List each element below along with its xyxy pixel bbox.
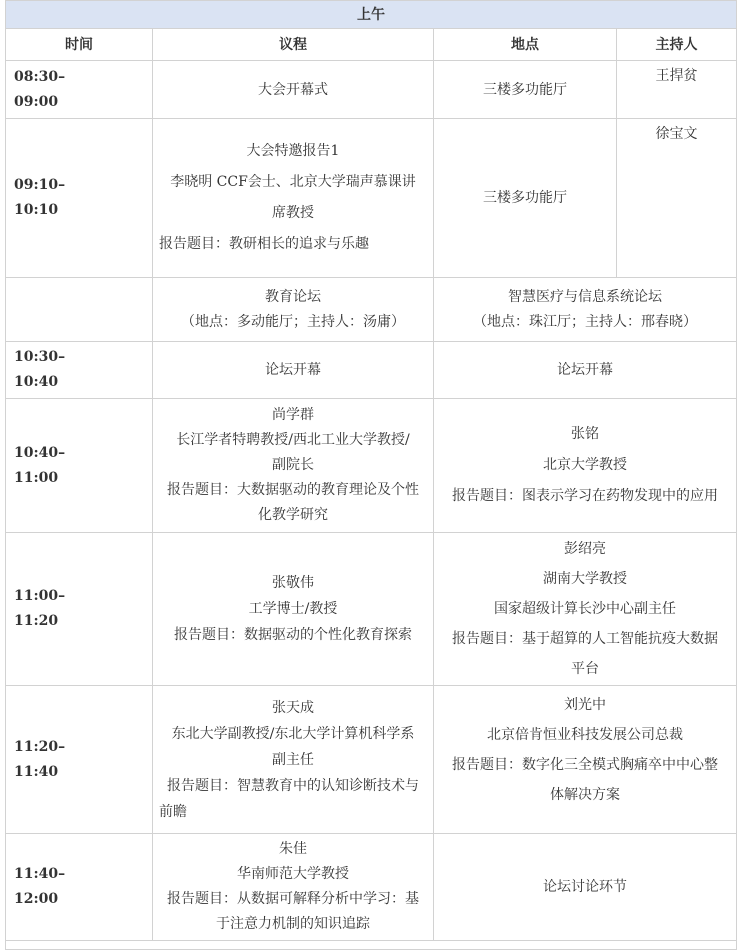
- session-right-cell: [434, 342, 737, 399]
- time-cell: [6, 399, 153, 533]
- session-line: 报告题目：数据驱动的个性化教育探索: [174, 627, 412, 643]
- session-right-cell: [434, 686, 737, 834]
- session-right-cell: [434, 399, 737, 533]
- col-header-venue: 地点: [434, 29, 617, 61]
- session-line: 北京大学教授: [543, 457, 627, 473]
- agenda-cell: [153, 119, 434, 278]
- session-line: 体解决方案: [550, 787, 620, 803]
- time-end: 11:40: [14, 763, 59, 780]
- agenda-line: 席教授: [272, 205, 314, 221]
- session-line: 报告题目：从数据可解释分析中学习：基: [167, 891, 419, 907]
- schedule-table: [5, 0, 737, 950]
- session-line: 论坛讨论环节: [543, 879, 627, 895]
- session-line: 论坛开幕: [557, 362, 613, 378]
- session-line: 张天成: [272, 699, 314, 716]
- session-line: 刘光中: [564, 697, 606, 713]
- session-right-cell: [434, 834, 737, 941]
- session-left-cell: [153, 399, 434, 533]
- time-end: 10:10: [14, 202, 59, 218]
- session-line: 国家超级计算长沙中心副主任: [494, 601, 676, 617]
- session-right-cell: [434, 533, 737, 686]
- time-end: 12:00: [14, 891, 59, 907]
- time-start: 10:30–: [14, 349, 66, 365]
- session-line: 张铭: [571, 426, 599, 442]
- session-line: 报告题目：图表示学习在药物发现中的应用: [452, 488, 718, 504]
- session-line: 副院长: [272, 457, 314, 473]
- session-line: 朱佳: [279, 841, 307, 857]
- session-line: 报告题目：大数据驱动的教育理论及个性: [167, 482, 419, 498]
- session-line: 报告题目：数字化三全模式胸痛卒中中心整: [452, 757, 718, 773]
- table-row: [6, 533, 737, 686]
- time-start: 09:10–: [14, 177, 66, 193]
- session-line: 平台: [571, 661, 599, 677]
- session-line: 长江学者特聘教授/西北工业大学教授/: [176, 432, 410, 448]
- forum-right-info: （地点：珠江厅；主持人：邢春晓）: [473, 313, 697, 330]
- session-line: 报告题目：智慧教育中的认知诊断技术与: [167, 777, 419, 794]
- forum-header-row: [6, 278, 737, 342]
- session-line: 副主任: [272, 751, 314, 768]
- col-header-agenda: 议程: [153, 29, 434, 61]
- agenda-line: 报告题目：教研相长的追求与乐趣: [159, 236, 369, 252]
- time-end: 11:20: [14, 613, 59, 629]
- time-cell: [6, 342, 153, 399]
- session-line: 彭绍亮: [564, 541, 606, 557]
- forum-time-cell: [6, 278, 153, 342]
- time-cell: [6, 119, 153, 278]
- session-line: 张敬伟: [272, 575, 314, 591]
- session-line: 论坛开幕: [265, 362, 321, 378]
- agenda-line: 李晓明 CCF会士、北京大学瑞声慕课讲: [170, 174, 416, 190]
- session-line: 报告题目：基于超算的人工智能抗疫大数据: [452, 631, 718, 647]
- time-start: 10:40–: [14, 444, 66, 461]
- time-end: 09:00: [14, 93, 59, 110]
- agenda-line: 大会开幕式: [258, 81, 328, 98]
- table-footer: [6, 941, 737, 950]
- session-line: 湖南大学教授: [543, 571, 627, 587]
- table-footer-row: [6, 941, 737, 950]
- session-line: 华南师范大学教授: [237, 866, 349, 882]
- session-line: 于注意力机制的知识追踪: [216, 916, 370, 932]
- time-cell: [6, 834, 153, 941]
- session-line: 前瞻: [159, 803, 187, 820]
- session-left-cell: [153, 686, 434, 834]
- time-end: 10:40: [14, 374, 59, 390]
- table-row: [6, 119, 737, 278]
- session-left-cell: [153, 342, 434, 399]
- session-left-cell: [153, 834, 434, 941]
- session-line: 化教学研究: [258, 507, 328, 523]
- agenda-line: 大会特邀报告1: [246, 143, 340, 159]
- session-line: 东北大学副教授/东北大学计算机科学系: [171, 725, 415, 742]
- time-cell: [6, 533, 153, 686]
- forum-left-name: 教育论坛: [265, 288, 321, 305]
- venue-cell: 三楼多功能厅: [434, 61, 617, 119]
- forum-left-info: （地点：多动能厅；主持人：汤庸）: [181, 313, 405, 330]
- table-row: [6, 61, 737, 119]
- table-row: [6, 342, 737, 399]
- section-band: 上午: [6, 1, 737, 29]
- host-cell: 王捍贫: [617, 61, 737, 119]
- time-start: 11:20–: [14, 738, 66, 755]
- forum-right-name: 智慧医疗与信息系统论坛: [508, 288, 662, 305]
- forum-left-cell: [153, 278, 434, 342]
- time-start: 08:30–: [14, 68, 66, 85]
- col-header-time: 时间: [6, 29, 153, 61]
- section-band-row: [6, 1, 737, 29]
- table-row: [6, 399, 737, 533]
- venue-cell: 三楼多功能厅: [434, 119, 617, 278]
- forum-right-cell: [434, 278, 737, 342]
- time-start: 11:40–: [14, 866, 66, 882]
- time-cell: [6, 686, 153, 834]
- session-left-cell: [153, 533, 434, 686]
- host-cell: 徐宝文: [617, 119, 737, 278]
- time-start: 11:00–: [14, 588, 66, 604]
- session-line: 工学博士/教授: [248, 601, 338, 617]
- session-line: 尚学群: [272, 407, 314, 423]
- time-cell: [6, 61, 153, 119]
- header-row: [6, 29, 737, 61]
- session-line: 北京倍肯恒业科技发展公司总裁: [487, 727, 683, 743]
- agenda-cell: [153, 61, 434, 119]
- table-row: [6, 834, 737, 941]
- table-row: [6, 686, 737, 834]
- col-header-host: 主持人: [617, 29, 737, 61]
- time-end: 11:00: [14, 469, 59, 486]
